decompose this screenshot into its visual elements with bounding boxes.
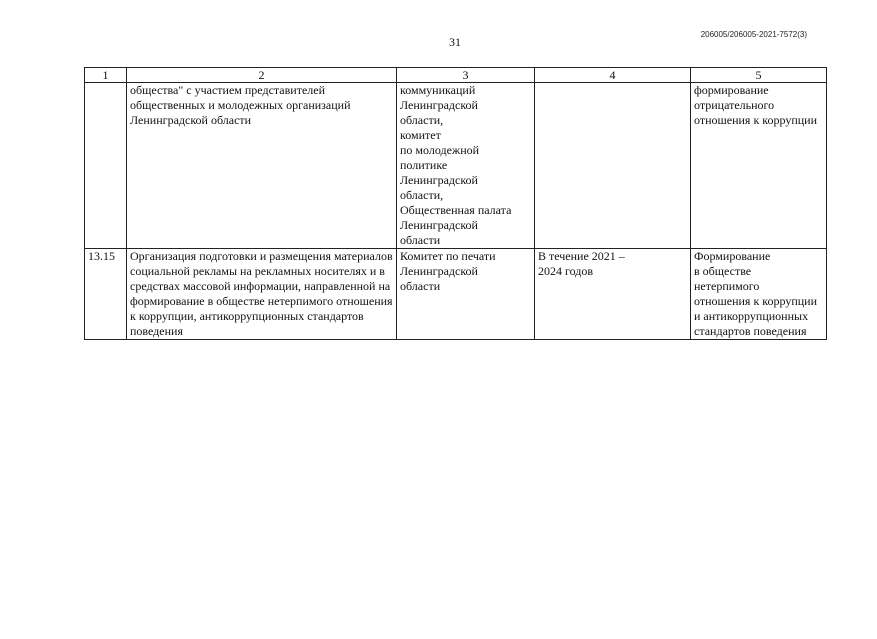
executors-cell bbox=[397, 83, 535, 249]
column-number-1: 1 bbox=[85, 68, 127, 83]
table-header-row bbox=[85, 68, 827, 83]
executor-line: коммуникаций bbox=[400, 83, 476, 97]
executor-line: по молодежной bbox=[400, 143, 480, 157]
executor-line: Ленинградской bbox=[400, 264, 478, 278]
result-line: отношения к коррупции bbox=[694, 294, 818, 308]
executors-cell bbox=[397, 249, 535, 340]
column-number-3: 3 bbox=[397, 68, 535, 83]
column-number-5: 5 bbox=[691, 68, 827, 83]
result-line: нетерпимого bbox=[694, 279, 760, 293]
row-number-cell bbox=[85, 83, 127, 249]
executor-line: области bbox=[400, 279, 441, 293]
executor-line: Комитет по печати bbox=[400, 249, 496, 263]
result-line: отношения к коррупции bbox=[694, 113, 818, 127]
column-number-2: 2 bbox=[127, 68, 397, 83]
executor-line: Ленинградской bbox=[400, 218, 478, 232]
executor-line: Ленинградской bbox=[400, 98, 478, 112]
deadline-cell bbox=[535, 249, 691, 340]
activity-cell: Организация подготовки и размещения материалов социальной рекламы на рекламных носителях и в средствах массовой информации, направленной на формирование в обществе нетерпимого отношения к коррупции, антикоррупционных стандартов поведения bbox=[127, 249, 397, 340]
result-line: Формирование bbox=[694, 249, 771, 263]
executor-line: Общественная палата bbox=[400, 203, 512, 217]
document-id: 206005/206005-2021-7572(3) bbox=[700, 30, 807, 39]
executor-line: области bbox=[400, 233, 441, 247]
column-number-4: 4 bbox=[535, 68, 691, 83]
executor-line: комитет bbox=[400, 128, 441, 142]
table-row bbox=[85, 83, 827, 249]
deadline-cell bbox=[535, 83, 691, 249]
executor-line: области, bbox=[400, 188, 444, 202]
page-number: 31 bbox=[449, 35, 461, 49]
executor-line: области, bbox=[400, 113, 444, 127]
result-line: стандартов поведения bbox=[694, 324, 807, 338]
table-row bbox=[85, 249, 827, 340]
result-line: и антикоррупционных bbox=[694, 309, 809, 323]
result-line: формирование bbox=[694, 83, 769, 97]
result-cell bbox=[691, 83, 827, 249]
result-line: отрицательного bbox=[694, 98, 775, 112]
deadline-line: 2024 годов bbox=[538, 264, 594, 278]
executor-line: Ленинградской bbox=[400, 173, 478, 187]
row-number-cell: 13.15 bbox=[85, 249, 127, 340]
measures-table bbox=[84, 67, 827, 340]
result-cell bbox=[691, 249, 827, 340]
executor-line: политике bbox=[400, 158, 448, 172]
result-line: в обществе bbox=[694, 264, 752, 278]
deadline-line: В течение 2021 – bbox=[538, 249, 625, 263]
activity-cell: общества" с участием представителей общественных и молодежных организаций Ленинградской области bbox=[127, 83, 397, 249]
